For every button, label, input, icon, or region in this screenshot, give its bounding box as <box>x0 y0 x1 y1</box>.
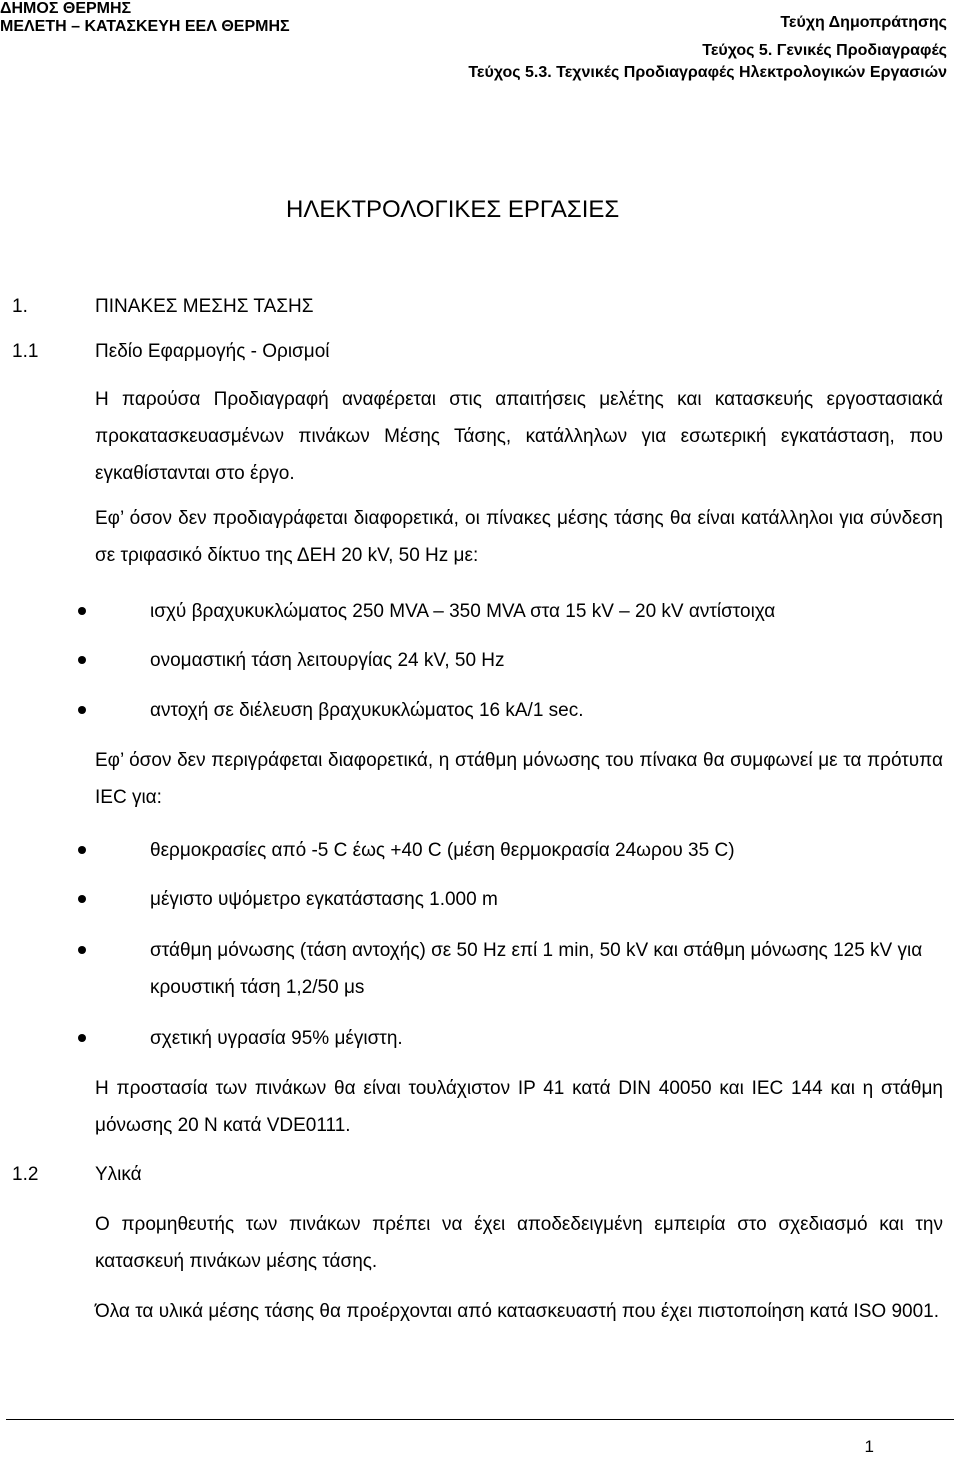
list-item-text: στάθμη μόνωσης (τάση αντοχής) σε 50 Hz επί 1 min, 50 kV και στάθμη μόνωσης 125 kV για κρουστική τάση 1,2/50 μs <box>150 940 923 998</box>
section-label: Υλικά <box>95 1164 142 1185</box>
list-item-text: ισχύ βραχυκυκλώματος 250 MVA – 350 MVA στα 15 kV – 20 kV αντίστοιχα <box>150 601 776 622</box>
list-item <box>0 1020 960 1057</box>
bullet-icon <box>78 946 86 954</box>
list-item <box>0 932 960 1006</box>
bullet-icon <box>78 895 86 903</box>
list-item-text: θερμοκρασίες από -5 C έως +40 C (μέση θερμοκρασία 24ωρου 35 C) <box>150 840 735 861</box>
section-heading-1 <box>12 295 912 319</box>
bullet-icon <box>78 607 86 615</box>
bullet-icon <box>78 846 86 854</box>
header-volume: Τεύχος 5. Γενικές Προδιαγραφές <box>702 42 947 59</box>
list-item <box>0 642 960 679</box>
document-title: ΗΛΕΚΤΡΟΛΟΓΙΚΕΣ ΕΡΓΑΣΙΕΣ <box>286 196 620 223</box>
header-volume-set: Τεύχη Δημοπράτησης <box>780 14 947 31</box>
footer-divider <box>6 1419 954 1420</box>
paragraph-network: Εφ’ όσον δεν προδιαγράφεται διαφορετικά, οι πίνακες μέσης τάσης θα είναι κατάλληλοι για σύνδεση σε τριφασικό δίκτυο της ΔΕΗ 20 kV, 50 Hz με: <box>95 508 943 566</box>
list-item-text: ονομαστική τάση λειτουργίας 24 kV, 50 Hz <box>150 650 505 671</box>
paragraph-supplier: Ο προμηθευτής των πινάκων πρέπει να έχει αποδεδειγμένη εμπειρία στο σχεδιασμό και την κατασκευή πινάκων μέσης τάσης. <box>95 1214 943 1272</box>
bullet-icon <box>78 706 86 714</box>
paragraph-certification: Όλα τα υλικά μέσης τάσης θα προέρχονται από κατασκευαστή που έχει πιστοποίηση κατά ISO 9001. <box>95 1301 939 1322</box>
list-item <box>0 692 960 729</box>
list-item <box>0 593 960 630</box>
bullet-icon <box>78 1034 86 1042</box>
section-number: 1. <box>12 296 28 317</box>
paragraph-insulation: Εφ’ όσον δεν περιγράφεται διαφορετικά, η στάθμη μόνωσης του πίνακα θα συμφωνεί με τα πρότυπα IEC για: <box>95 750 943 808</box>
section-heading-1-2 <box>12 1163 912 1187</box>
list-item-text: σχετική υγρασία 95% μέγιστη. <box>150 1028 403 1049</box>
section-number: 1.1 <box>12 341 39 362</box>
section-label: ΠΙΝΑΚΕΣ ΜΕΣΗΣ ΤΑΣΗΣ <box>95 296 314 317</box>
list-item <box>0 881 960 918</box>
section-label: Πεδίο Εφαρμογής - Ορισμοί <box>95 341 330 362</box>
section-heading-1-1 <box>12 340 912 364</box>
section-number: 1.2 <box>12 1164 39 1185</box>
paragraph-protection: Η προστασία των πινάκων θα είναι τουλάχιστον IP 41 κατά DIN 40050 και IEC 144 και η στάθμη μόνωσης 20 Ν κατά VDE0111. <box>95 1078 943 1136</box>
header-project: ΜΕΛΕΤΗ – ΚΑΤΑΣΚΕΥΗ ΕΕΛ ΘΕΡΜΗΣ <box>0 18 290 35</box>
header-subvolume: Τεύχος 5.3. Τεχνικές Προδιαγραφές Ηλεκτρολογικών Εργασιών <box>468 64 947 81</box>
paragraph-scope: Η παρούσα Προδιαγραφή αναφέρεται στις απαιτήσεις μελέτης και κατασκευής εργοστασιακά προκατασκευασμένων πινάκων Μέσης Τάσης, κατάλληλων για εσωτερική εγκατάσταση, που εγκαθίστανται στο έργο. <box>95 389 943 484</box>
page-number: 1 <box>864 1437 874 1456</box>
header-organization: ΔΗΜΟΣ ΘΕΡΜΗΣ <box>0 0 132 17</box>
bullet-icon <box>78 656 86 664</box>
list-item <box>0 832 960 869</box>
list-item-text: αντοχή σε διέλευση βραχυκυκλώματος 16 kA/1 sec. <box>150 700 584 721</box>
list-item-text: μέγιστο υψόμετρο εγκατάστασης 1.000 m <box>150 889 498 910</box>
